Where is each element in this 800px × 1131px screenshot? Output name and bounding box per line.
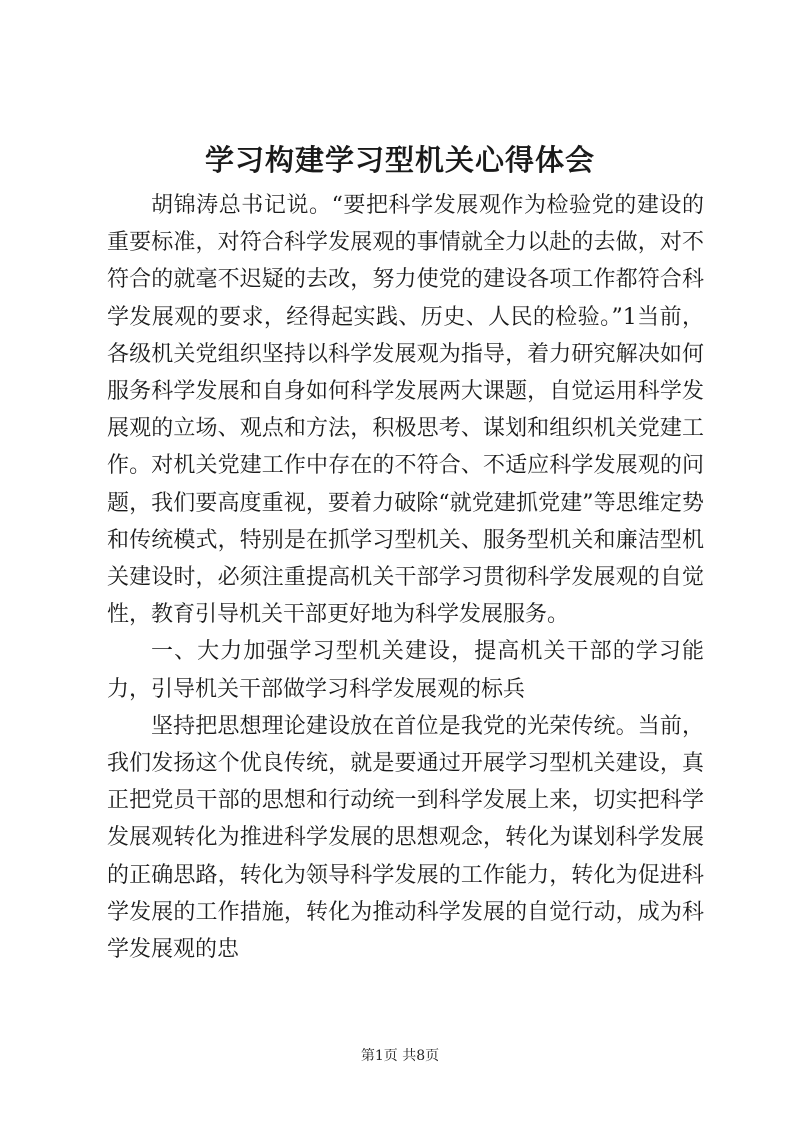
document-title: 学习构建学习型机关心得体会 <box>204 143 595 177</box>
page-number-footer: 第1页 共8页 <box>360 1048 440 1064</box>
document-body <box>107 187 704 968</box>
paragraph-1: 胡锦涛总书记说。“要把科学发展观作为检验党的建设的重要标准，对符合科学发展观的事情就全力以赴的去做，对不符合的就毫不迟疑的去改，努力使党的建设各项工作都符合科学发展观的要求，经得起实践、历史、人民的检验。”1当前，各级机关党组织坚持以科学发展观为指导，着力研究解决如何服务科学发展和自身如何科学发展两大课题，自觉运用科学发展观的立场、观点和方法，积极思考、谋划和组织机关党建工作。对机关党建工作中存在的不符合、不适应科学发展观的问题，我们要高度重视，要着力破除“就党建抓党建”等思维定势和传统模式，特别是在抓学习型机关、服务型机关和廉洁型机关建设时，必须注重提高机关干部学习贯彻科学发展观的自觉性，教育引导机关干部更好地为科学发展服务。 <box>107 193 704 628</box>
paragraph-3: 坚持把思想理论建设放在首位是我党的光荣传统。当前，我们发扬这个优良传统，就是要通过开展学习型机关建设，真正把党员干部的思想和行动统一到科学发展上来，切实把科学发展观转化为推进科学发展的思想观念，转化为谋划科学发展的正确思路，转化为领导科学发展的工作能力，转化为促进科学发展的工作措施，转化为推动科学发展的自觉行动，成为科学发展观的忠 <box>107 713 704 963</box>
paragraph-2-section-heading: 一、大力加强学习型机关建设，提高机关干部的学习能力，引导机关干部做学习科学发展观的标兵 <box>107 639 704 702</box>
